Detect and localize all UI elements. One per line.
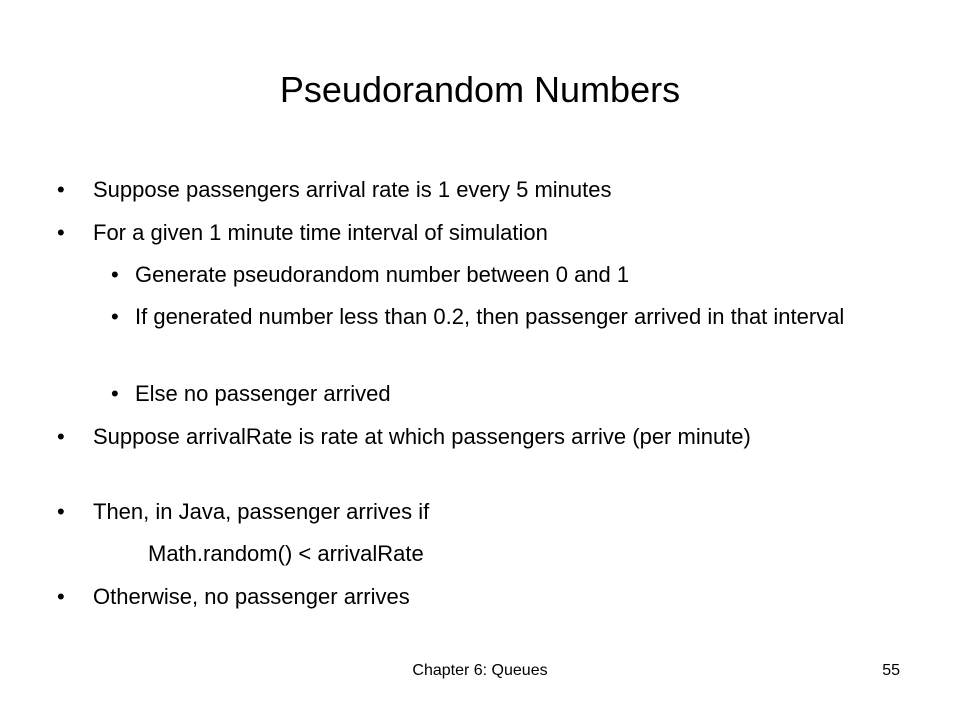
bullet-text: Else no passenger arrived	[135, 381, 391, 406]
bullet-dot: •	[57, 499, 65, 524]
bullet-dot: •	[111, 304, 119, 329]
bullet-text: Otherwise, no passenger arrives	[93, 584, 410, 609]
sub-bullet-item	[111, 304, 851, 330]
bullet-dot: •	[57, 424, 65, 449]
bullet-text: Generate pseudorandom number between 0 and 1	[135, 262, 630, 287]
bullet-text: For a given 1 minute time interval of simulation	[93, 220, 548, 245]
bullet-dot: •	[57, 220, 65, 245]
bullet-dot: •	[57, 177, 65, 202]
sub-bullet-item	[111, 381, 851, 407]
footer-chapter-label: Chapter 6: Queues	[412, 662, 548, 679]
bullet-item	[57, 584, 903, 610]
bullet-text: Suppose arrivalRate is rate at which passengers arrive (per minute)	[93, 424, 751, 449]
bullet-text: Suppose passengers arrival rate is 1 every 5 minutes	[93, 177, 612, 202]
bullet-dot: •	[111, 262, 119, 287]
bullet-text: Then, in Java, passenger arrives if	[93, 499, 430, 524]
bullet-dot: •	[57, 584, 65, 609]
bullet-dot: •	[111, 381, 119, 406]
code-line: Math.random() < arrivalRate	[148, 541, 424, 566]
footer-page-number: 55	[882, 662, 900, 679]
bullet-item	[57, 220, 903, 246]
sub-bullet-item	[111, 262, 851, 288]
bullet-item	[57, 424, 903, 450]
slide-title: Pseudorandom Numbers	[279, 69, 681, 110]
bullet-text: If generated number less than 0.2, then passenger arrived in that interval	[135, 304, 845, 329]
bullet-item	[57, 499, 903, 525]
bullet-item	[57, 177, 903, 203]
